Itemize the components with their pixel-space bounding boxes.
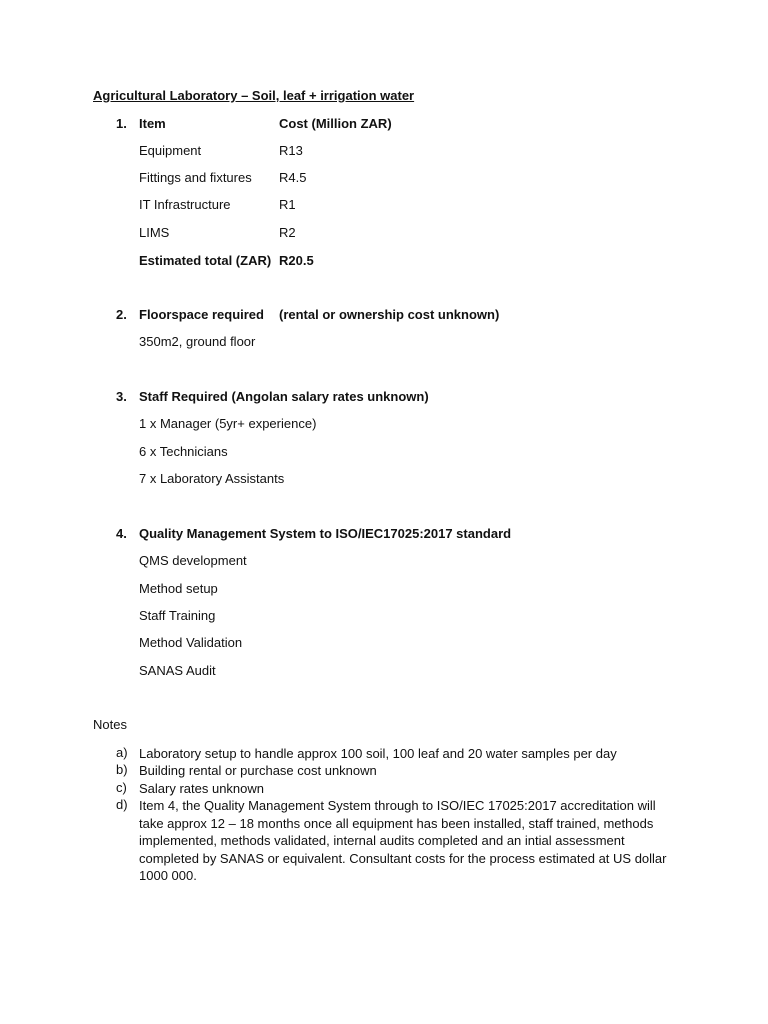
section-1-number: 1. <box>116 116 127 131</box>
note-text: Item 4, the Quality Management System through to ISO/IEC 17025:2017 accreditation will take approx 12 – 18 months once all equipment has been installed, staff trained, methods implemented, methods validated, internal audits completed and an intial assessment completed by SANAS or equivalent. Consultant costs for the process estimated at US dollar 1000 000. <box>139 798 667 883</box>
staff-line: 7 x Laboratory Assistants <box>139 471 285 486</box>
note-text: Building rental or purchase cost unknown <box>139 763 377 778</box>
cost-table-header-item: Item <box>139 116 166 131</box>
cost-row-value: R13 <box>279 143 303 158</box>
cost-row-item: LIMS <box>139 225 170 240</box>
qms-line: QMS development <box>139 553 247 568</box>
section-4-number: 4. <box>116 526 127 541</box>
staff-line: 6 x Technicians <box>139 444 228 459</box>
cost-row-item: IT Infrastructure <box>139 197 231 212</box>
staff-heading: Staff Required (Angolan salary rates unknown) <box>139 389 429 404</box>
section-2-number: 2. <box>116 307 127 322</box>
note-label: b) <box>116 762 128 777</box>
cost-total-value: R20.5 <box>279 253 314 268</box>
cost-row-value: R1 <box>279 197 296 212</box>
qms-line: Staff Training <box>139 608 216 623</box>
floorspace-heading: Floorspace required <box>139 307 264 322</box>
cost-row-value: R2 <box>279 225 296 240</box>
staff-line: 1 x Manager (5yr+ experience) <box>139 416 317 431</box>
cost-row-value: R4.5 <box>279 170 307 185</box>
cost-total-label: Estimated total (ZAR) <box>139 253 272 268</box>
note-text: Salary rates unknown <box>139 781 265 796</box>
cost-table-header-cost: Cost (Million ZAR) <box>279 116 392 131</box>
notes-heading: Notes <box>93 717 127 732</box>
floorspace-detail: 350m2, ground floor <box>139 334 256 349</box>
qms-line: Method setup <box>139 581 218 596</box>
qms-line: SANAS Audit <box>139 663 216 678</box>
section-3-number: 3. <box>116 389 127 404</box>
qms-heading: Quality Management System to ISO/IEC17025:2017 standard <box>139 526 512 541</box>
note-label: a) <box>116 745 128 760</box>
note-text: Laboratory setup to handle approx 100 soil, 100 leaf and 20 water samples per day <box>139 746 617 761</box>
cost-row-item: Equipment <box>139 143 202 158</box>
note-label: c) <box>116 780 127 795</box>
qms-line: Method Validation <box>139 635 243 650</box>
note-label: d) <box>116 797 128 812</box>
document-title: Agricultural Laboratory – Soil, leaf + irrigation water <box>93 88 415 103</box>
cost-row-item: Fittings and fixtures <box>139 170 252 185</box>
floorspace-cost-note: (rental or ownership cost unknown) <box>279 307 500 322</box>
